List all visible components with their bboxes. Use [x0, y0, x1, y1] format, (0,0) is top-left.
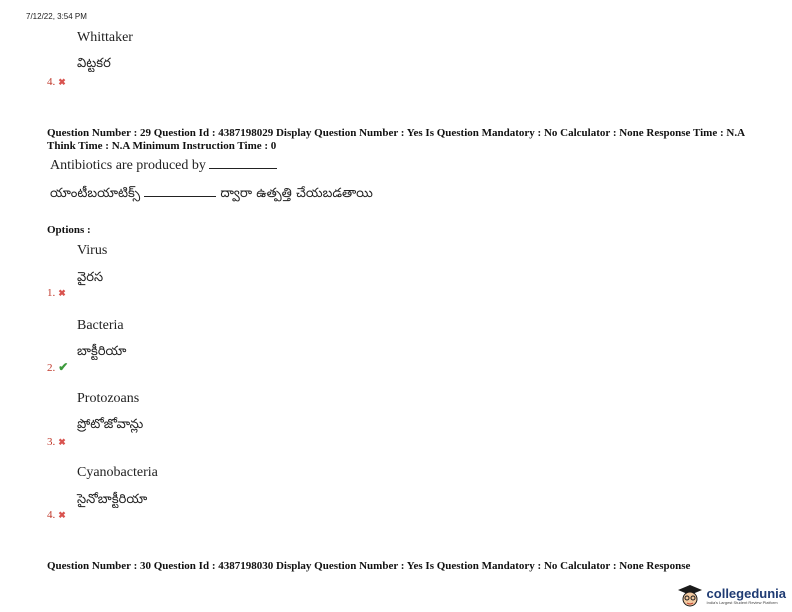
option-number: 2. [47, 361, 56, 374]
cross-icon: ✖ [58, 509, 66, 520]
cross-icon: ✖ [58, 76, 66, 87]
option-1-number [47, 287, 66, 299]
option-3-english: Protozoans [77, 391, 140, 406]
check-icon: ✔ [58, 360, 69, 374]
option-number: 4. [47, 509, 56, 521]
question-header: Question Number : 29 Question Id : 4387198029 Display Question Number : Yes Is Question Mandatory : No Calculator : None Response Time : N.A Think Time : N.A Minimum Instruction Time : 0 [47, 127, 745, 152]
question-text-telugu [50, 186, 373, 204]
prev-option-4-number [47, 76, 66, 88]
question-text: Antibiotics are produced by [50, 158, 206, 173]
options-label: Options : [47, 224, 91, 236]
print-timestamp: 7/12/22, 3:54 PM [26, 12, 87, 21]
option-3-number [47, 436, 66, 448]
option-2-telugu: బాక్టీరియా [77, 344, 127, 359]
prev-option-4-english: Whittaker [77, 30, 133, 45]
option-4-english: Cyanobacteria [77, 465, 158, 480]
option-4-telugu: సైనోబాక్టీరియా [77, 492, 148, 507]
option-number: 4. [47, 76, 56, 88]
option-1-english: Virus [77, 243, 108, 258]
option-4-number [47, 509, 66, 521]
collegedunia-logo [677, 584, 786, 608]
brand-name: collegedunia [706, 586, 786, 601]
option-2-english: Bacteria [77, 318, 124, 333]
question-text-te-after: ద్వారా ఉత్పత్తి చేయబడతాయి [220, 186, 373, 201]
prev-option-4-telugu: విట్టకర [77, 56, 111, 71]
option-1-telugu: వైరస [77, 270, 104, 285]
logo-text-block [707, 587, 786, 605]
option-number: 3. [47, 436, 56, 448]
option-3-telugu: ప్రోటోజోవాన్లు [77, 417, 144, 432]
answer-blank [209, 168, 277, 169]
cross-icon: ✖ [58, 287, 66, 298]
answer-blank-te [144, 196, 216, 197]
question-text-english [50, 158, 277, 174]
question-text-te-before: యాంటీబయాటిక్స్ [50, 186, 141, 201]
brand-tagline: India's Largest Student Review Platform [706, 600, 778, 605]
graduate-mascot-icon [677, 584, 703, 608]
next-question-header: Question Number : 30 Question Id : 4387198030 Display Question Number : Yes Is Question Mandatory : No Calculator : None Response [47, 560, 691, 572]
cross-icon: ✖ [58, 436, 66, 447]
option-number: 1. [47, 287, 56, 299]
option-2-number [47, 360, 68, 375]
